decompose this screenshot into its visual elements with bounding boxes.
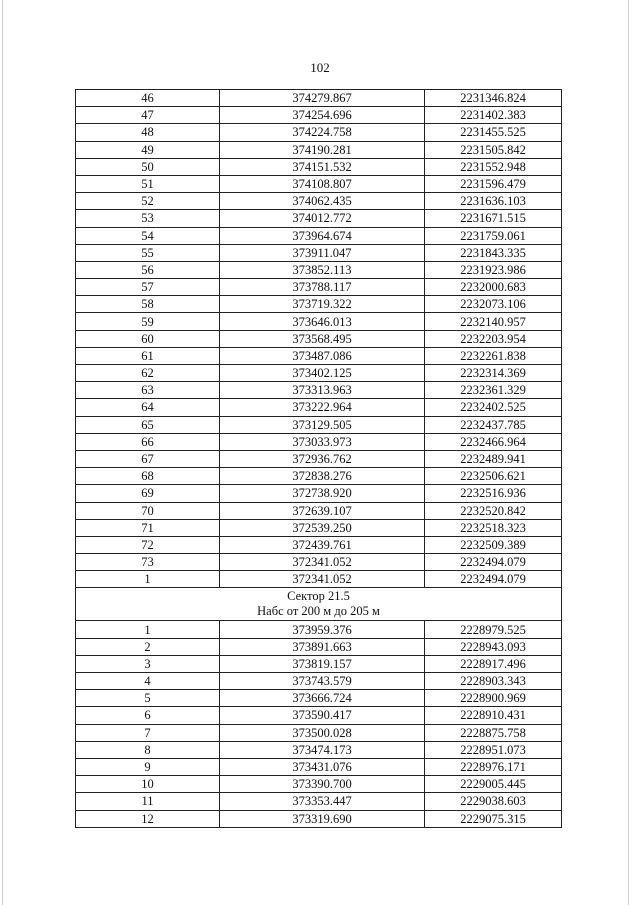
x-coordinate-cell: 373719.322 xyxy=(220,296,425,313)
table-row xyxy=(76,673,562,690)
y-coordinate-cell: 2231552.948 xyxy=(425,158,562,175)
x-coordinate-cell: 373590.417 xyxy=(220,707,425,724)
table-row xyxy=(76,279,562,296)
x-coordinate-cell: 373222.964 xyxy=(220,399,425,416)
y-coordinate-cell: 2231759.061 xyxy=(425,227,562,244)
y-coordinate-cell: 2232437.785 xyxy=(425,416,562,433)
point-number-cell: 53 xyxy=(76,210,220,227)
x-coordinate-cell: 373033.973 xyxy=(220,433,425,450)
x-coordinate-cell: 374279.867 xyxy=(220,90,425,107)
table-row xyxy=(76,776,562,793)
table-row xyxy=(76,210,562,227)
y-coordinate-cell: 2231402.383 xyxy=(425,107,562,124)
table-row xyxy=(76,793,562,810)
y-coordinate-cell: 2228976.171 xyxy=(425,758,562,775)
x-coordinate-cell: 373852.113 xyxy=(220,261,425,278)
x-coordinate-cell: 373319.690 xyxy=(220,810,425,827)
table-row xyxy=(76,244,562,261)
sector-header-row xyxy=(76,588,562,621)
x-coordinate-cell: 373666.724 xyxy=(220,690,425,707)
table-row xyxy=(76,193,562,210)
x-coordinate-cell: 373646.013 xyxy=(220,313,425,330)
point-number-cell: 63 xyxy=(76,382,220,399)
point-number-cell: 57 xyxy=(76,279,220,296)
x-coordinate-cell: 372341.052 xyxy=(220,554,425,571)
y-coordinate-cell: 2232203.954 xyxy=(425,330,562,347)
y-coordinate-cell: 2228903.343 xyxy=(425,673,562,690)
point-number-cell: 5 xyxy=(76,690,220,707)
x-coordinate-cell: 372639.107 xyxy=(220,502,425,519)
point-number-cell: 10 xyxy=(76,776,220,793)
point-number-cell: 49 xyxy=(76,141,220,158)
x-coordinate-cell: 373500.028 xyxy=(220,724,425,741)
scan-edge-right xyxy=(628,0,629,905)
table-row xyxy=(76,347,562,364)
point-number-cell: 9 xyxy=(76,758,220,775)
x-coordinate-cell: 373129.505 xyxy=(220,416,425,433)
table-row xyxy=(76,502,562,519)
x-coordinate-cell: 373964.674 xyxy=(220,227,425,244)
point-number-cell: 50 xyxy=(76,158,220,175)
point-number-cell: 8 xyxy=(76,741,220,758)
point-number-cell: 58 xyxy=(76,296,220,313)
y-coordinate-cell: 2232402.525 xyxy=(425,399,562,416)
table-row xyxy=(76,141,562,158)
point-number-cell: 70 xyxy=(76,502,220,519)
x-coordinate-cell: 373431.076 xyxy=(220,758,425,775)
point-number-cell: 54 xyxy=(76,227,220,244)
table-row xyxy=(76,416,562,433)
y-coordinate-cell: 2229075.315 xyxy=(425,810,562,827)
y-coordinate-cell: 2229038.603 xyxy=(425,793,562,810)
table-row xyxy=(76,690,562,707)
y-coordinate-cell: 2232361.329 xyxy=(425,382,562,399)
table-row xyxy=(76,536,562,553)
x-coordinate-cell: 372738.920 xyxy=(220,485,425,502)
x-coordinate-cell: 373743.579 xyxy=(220,673,425,690)
table-row xyxy=(76,90,562,107)
x-coordinate-cell: 372341.052 xyxy=(220,571,425,588)
x-coordinate-cell: 372439.761 xyxy=(220,536,425,553)
x-coordinate-cell: 373353.447 xyxy=(220,793,425,810)
point-number-cell: 56 xyxy=(76,261,220,278)
point-number-cell: 12 xyxy=(76,810,220,827)
y-coordinate-cell: 2228943.093 xyxy=(425,638,562,655)
table-row xyxy=(76,124,562,141)
table-row xyxy=(76,175,562,192)
y-coordinate-cell: 2231671.515 xyxy=(425,210,562,227)
x-coordinate-cell: 373819.157 xyxy=(220,655,425,672)
y-coordinate-cell: 2232489.941 xyxy=(425,450,562,467)
y-coordinate-cell: 2228910.431 xyxy=(425,707,562,724)
y-coordinate-cell: 2232073.106 xyxy=(425,296,562,313)
coordinates-table xyxy=(75,89,562,828)
table-row xyxy=(76,261,562,278)
y-coordinate-cell: 2232506.621 xyxy=(425,468,562,485)
point-number-cell: 72 xyxy=(76,536,220,553)
point-number-cell: 1 xyxy=(76,571,220,588)
x-coordinate-cell: 373911.047 xyxy=(220,244,425,261)
point-number-cell: 55 xyxy=(76,244,220,261)
y-coordinate-cell: 2229005.445 xyxy=(425,776,562,793)
table-row xyxy=(76,638,562,655)
y-coordinate-cell: 2231596.479 xyxy=(425,175,562,192)
point-number-cell: 60 xyxy=(76,330,220,347)
y-coordinate-cell: 2228917.496 xyxy=(425,655,562,672)
y-coordinate-cell: 2231505.842 xyxy=(425,141,562,158)
table-row xyxy=(76,707,562,724)
x-coordinate-cell: 373390.700 xyxy=(220,776,425,793)
point-number-cell: 47 xyxy=(76,107,220,124)
table-row xyxy=(76,741,562,758)
table-row xyxy=(76,450,562,467)
scan-edge-left xyxy=(2,0,3,905)
point-number-cell: 71 xyxy=(76,519,220,536)
y-coordinate-cell: 2232261.838 xyxy=(425,347,562,364)
y-coordinate-cell: 2231346.824 xyxy=(425,90,562,107)
y-coordinate-cell: 2231455.525 xyxy=(425,124,562,141)
y-coordinate-cell: 2232516.936 xyxy=(425,485,562,502)
point-number-cell: 59 xyxy=(76,313,220,330)
point-number-cell: 4 xyxy=(76,673,220,690)
point-number-cell: 52 xyxy=(76,193,220,210)
point-number-cell: 7 xyxy=(76,724,220,741)
x-coordinate-cell: 374012.772 xyxy=(220,210,425,227)
y-coordinate-cell: 2232000.683 xyxy=(425,279,562,296)
x-coordinate-cell: 374190.281 xyxy=(220,141,425,158)
x-coordinate-cell: 374108.807 xyxy=(220,175,425,192)
table-row xyxy=(76,655,562,672)
point-number-cell: 65 xyxy=(76,416,220,433)
table-row xyxy=(76,365,562,382)
point-number-cell: 11 xyxy=(76,793,220,810)
y-coordinate-cell: 2231923.986 xyxy=(425,261,562,278)
point-number-cell: 64 xyxy=(76,399,220,416)
x-coordinate-cell: 372838.276 xyxy=(220,468,425,485)
y-coordinate-cell: 2228979.525 xyxy=(425,621,562,638)
x-coordinate-cell: 374151.532 xyxy=(220,158,425,175)
x-coordinate-cell: 374224.758 xyxy=(220,124,425,141)
y-coordinate-cell: 2232518.323 xyxy=(425,519,562,536)
y-coordinate-cell: 2232494.079 xyxy=(425,571,562,588)
table-row xyxy=(76,468,562,485)
y-coordinate-cell: 2232520.842 xyxy=(425,502,562,519)
table-row xyxy=(76,485,562,502)
table-row xyxy=(76,554,562,571)
y-coordinate-cell: 2232509.389 xyxy=(425,536,562,553)
point-number-cell: 68 xyxy=(76,468,220,485)
y-coordinate-cell: 2231636.103 xyxy=(425,193,562,210)
table-row xyxy=(76,382,562,399)
table-row xyxy=(76,724,562,741)
sector-subtitle: Набс от 200 м до 205 м xyxy=(257,604,380,619)
x-coordinate-cell: 373474.173 xyxy=(220,741,425,758)
y-coordinate-cell: 2232466.964 xyxy=(425,433,562,450)
point-number-cell: 73 xyxy=(76,554,220,571)
point-number-cell: 67 xyxy=(76,450,220,467)
table-row xyxy=(76,296,562,313)
point-number-cell: 69 xyxy=(76,485,220,502)
sector-header-cell xyxy=(76,588,562,621)
point-number-cell: 51 xyxy=(76,175,220,192)
y-coordinate-cell: 2232314.369 xyxy=(425,365,562,382)
table-row xyxy=(76,313,562,330)
table-row xyxy=(76,433,562,450)
y-coordinate-cell: 2232494.079 xyxy=(425,554,562,571)
point-number-cell: 61 xyxy=(76,347,220,364)
x-coordinate-cell: 374062.435 xyxy=(220,193,425,210)
table-row xyxy=(76,571,562,588)
x-coordinate-cell: 373959.376 xyxy=(220,621,425,638)
y-coordinate-cell: 2228951.073 xyxy=(425,741,562,758)
x-coordinate-cell: 373402.125 xyxy=(220,365,425,382)
point-number-cell: 46 xyxy=(76,90,220,107)
point-number-cell: 6 xyxy=(76,707,220,724)
x-coordinate-cell: 374254.696 xyxy=(220,107,425,124)
table-row xyxy=(76,810,562,827)
y-coordinate-cell: 2228900.969 xyxy=(425,690,562,707)
table-row xyxy=(76,519,562,536)
table-row xyxy=(76,107,562,124)
table-row xyxy=(76,158,562,175)
x-coordinate-cell: 373313.963 xyxy=(220,382,425,399)
table-row xyxy=(76,621,562,638)
x-coordinate-cell: 372936.762 xyxy=(220,450,425,467)
table-row xyxy=(76,330,562,347)
table-row xyxy=(76,227,562,244)
point-number-cell: 3 xyxy=(76,655,220,672)
point-number-cell: 62 xyxy=(76,365,220,382)
point-number-cell: 1 xyxy=(76,621,220,638)
page-number: 102 xyxy=(310,60,330,75)
point-number-cell: 2 xyxy=(76,638,220,655)
x-coordinate-cell: 373568.495 xyxy=(220,330,425,347)
table-row xyxy=(76,399,562,416)
y-coordinate-cell: 2232140.957 xyxy=(425,313,562,330)
sector-title: Сектор 21.5 xyxy=(287,589,350,604)
point-number-cell: 66 xyxy=(76,433,220,450)
x-coordinate-cell: 373891.663 xyxy=(220,638,425,655)
y-coordinate-cell: 2228875.758 xyxy=(425,724,562,741)
x-coordinate-cell: 373487.086 xyxy=(220,347,425,364)
y-coordinate-cell: 2231843.335 xyxy=(425,244,562,261)
x-coordinate-cell: 373788.117 xyxy=(220,279,425,296)
x-coordinate-cell: 372539.250 xyxy=(220,519,425,536)
table-row xyxy=(76,758,562,775)
point-number-cell: 48 xyxy=(76,124,220,141)
